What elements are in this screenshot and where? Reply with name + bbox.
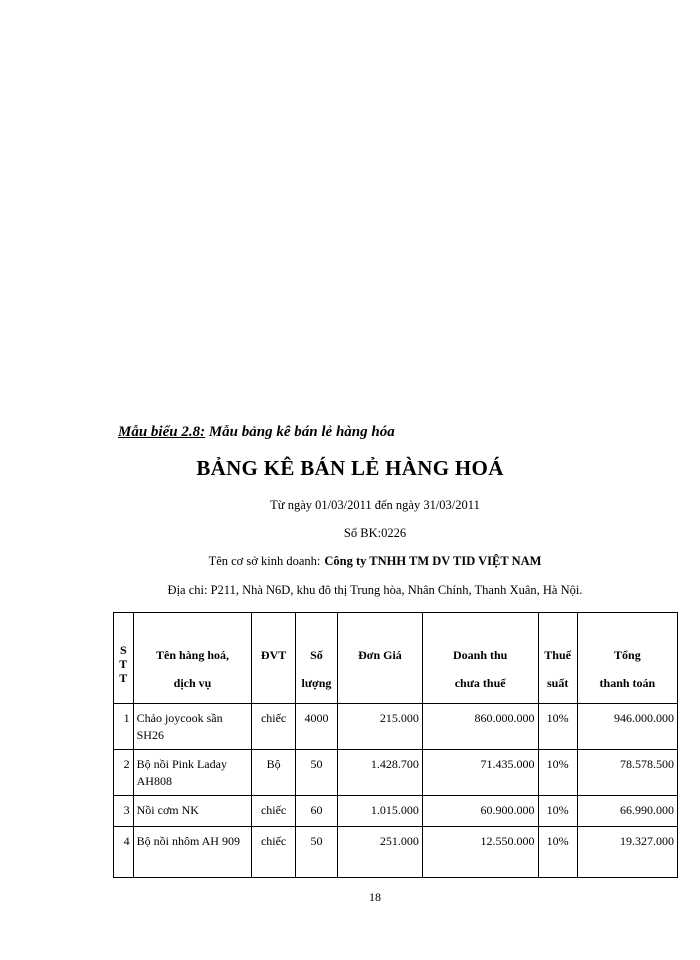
cell-total: 78.578.500 — [577, 750, 677, 796]
table-row — [114, 750, 678, 796]
cell-revenue: 71.435.000 — [422, 750, 538, 796]
business-label: Tên cơ sở kinh doanh: — [208, 554, 321, 568]
cell-qty: 50 — [295, 750, 337, 796]
cell-stt: 4 — [114, 827, 134, 878]
cell-tax: 10% — [538, 796, 577, 827]
cell-stt: 1 — [114, 704, 134, 750]
cell-qty: 4000 — [295, 704, 337, 750]
form-caption-label: Mẫu biểu 2.8: — [118, 424, 206, 440]
header-total: Tổng thanh toán — [577, 613, 677, 704]
header-price: Đơn Giá — [338, 613, 423, 704]
cell-price: 1.015.000 — [338, 796, 423, 827]
header-stt: S T T — [114, 613, 134, 704]
cell-tax: 10% — [538, 704, 577, 750]
table-row — [114, 827, 678, 878]
business-line — [0, 554, 700, 569]
date-range: Từ ngày 01/03/2011 đến ngày 31/03/2011 — [270, 498, 480, 512]
cell-unit: chiếc — [252, 827, 295, 878]
cell-qty: 60 — [295, 796, 337, 827]
header-tax: Thuế suất — [538, 613, 577, 704]
cell-price: 1.428.700 — [338, 750, 423, 796]
table-row — [114, 796, 678, 827]
cell-stt: 3 — [114, 796, 134, 827]
table-header-row — [114, 613, 678, 704]
business-name: Công ty TNHH TM DV TID VIỆT NAM — [324, 554, 542, 568]
table-row — [114, 704, 678, 750]
cell-unit: chiếc — [252, 796, 295, 827]
page-number: 18 — [369, 890, 381, 904]
cell-name: Chảo joycook sần SH26 — [133, 704, 252, 750]
cell-revenue: 60.900.000 — [422, 796, 538, 827]
cell-name: Bộ nồi Pink Laday AH808 — [133, 750, 252, 796]
bk-number: Số BK:0226 — [343, 526, 407, 540]
form-caption — [118, 424, 395, 441]
cell-name: Nồi cơm NK — [133, 796, 252, 827]
cell-qty: 50 — [295, 827, 337, 878]
cell-total: 66.990.000 — [577, 796, 677, 827]
cell-stt: 2 — [114, 750, 134, 796]
cell-unit: Bộ — [252, 750, 295, 796]
header-name: Tên hàng hoá, dịch vụ — [133, 613, 252, 704]
header-revenue: Doanh thu chưa thuế — [422, 613, 538, 704]
cell-total: 946.000.000 — [577, 704, 677, 750]
cell-unit: chiếc — [252, 704, 295, 750]
page-title: BẢNG KÊ BÁN LẺ HÀNG HOÁ — [196, 456, 504, 480]
cell-price: 251.000 — [338, 827, 423, 878]
cell-revenue: 12.550.000 — [422, 827, 538, 878]
header-qty: Số lượng — [295, 613, 337, 704]
cell-tax: 10% — [538, 750, 577, 796]
cell-revenue: 860.000.000 — [422, 704, 538, 750]
cell-total: 19.327.000 — [577, 827, 677, 878]
cell-price: 215.000 — [338, 704, 423, 750]
header-unit: ĐVT — [252, 613, 295, 704]
address: Địa chỉ: P211, Nhà N6D, khu đô thị Trung hòa, Nhân Chính, Thanh Xuân, Hà Nội. — [167, 583, 583, 597]
cell-tax: 10% — [538, 827, 577, 878]
form-caption-text: Mẫu bảng kê bán lẻ hàng hóa — [205, 424, 395, 440]
items-table — [113, 612, 678, 878]
cell-name: Bộ nồi nhôm AH 909 — [133, 827, 252, 878]
